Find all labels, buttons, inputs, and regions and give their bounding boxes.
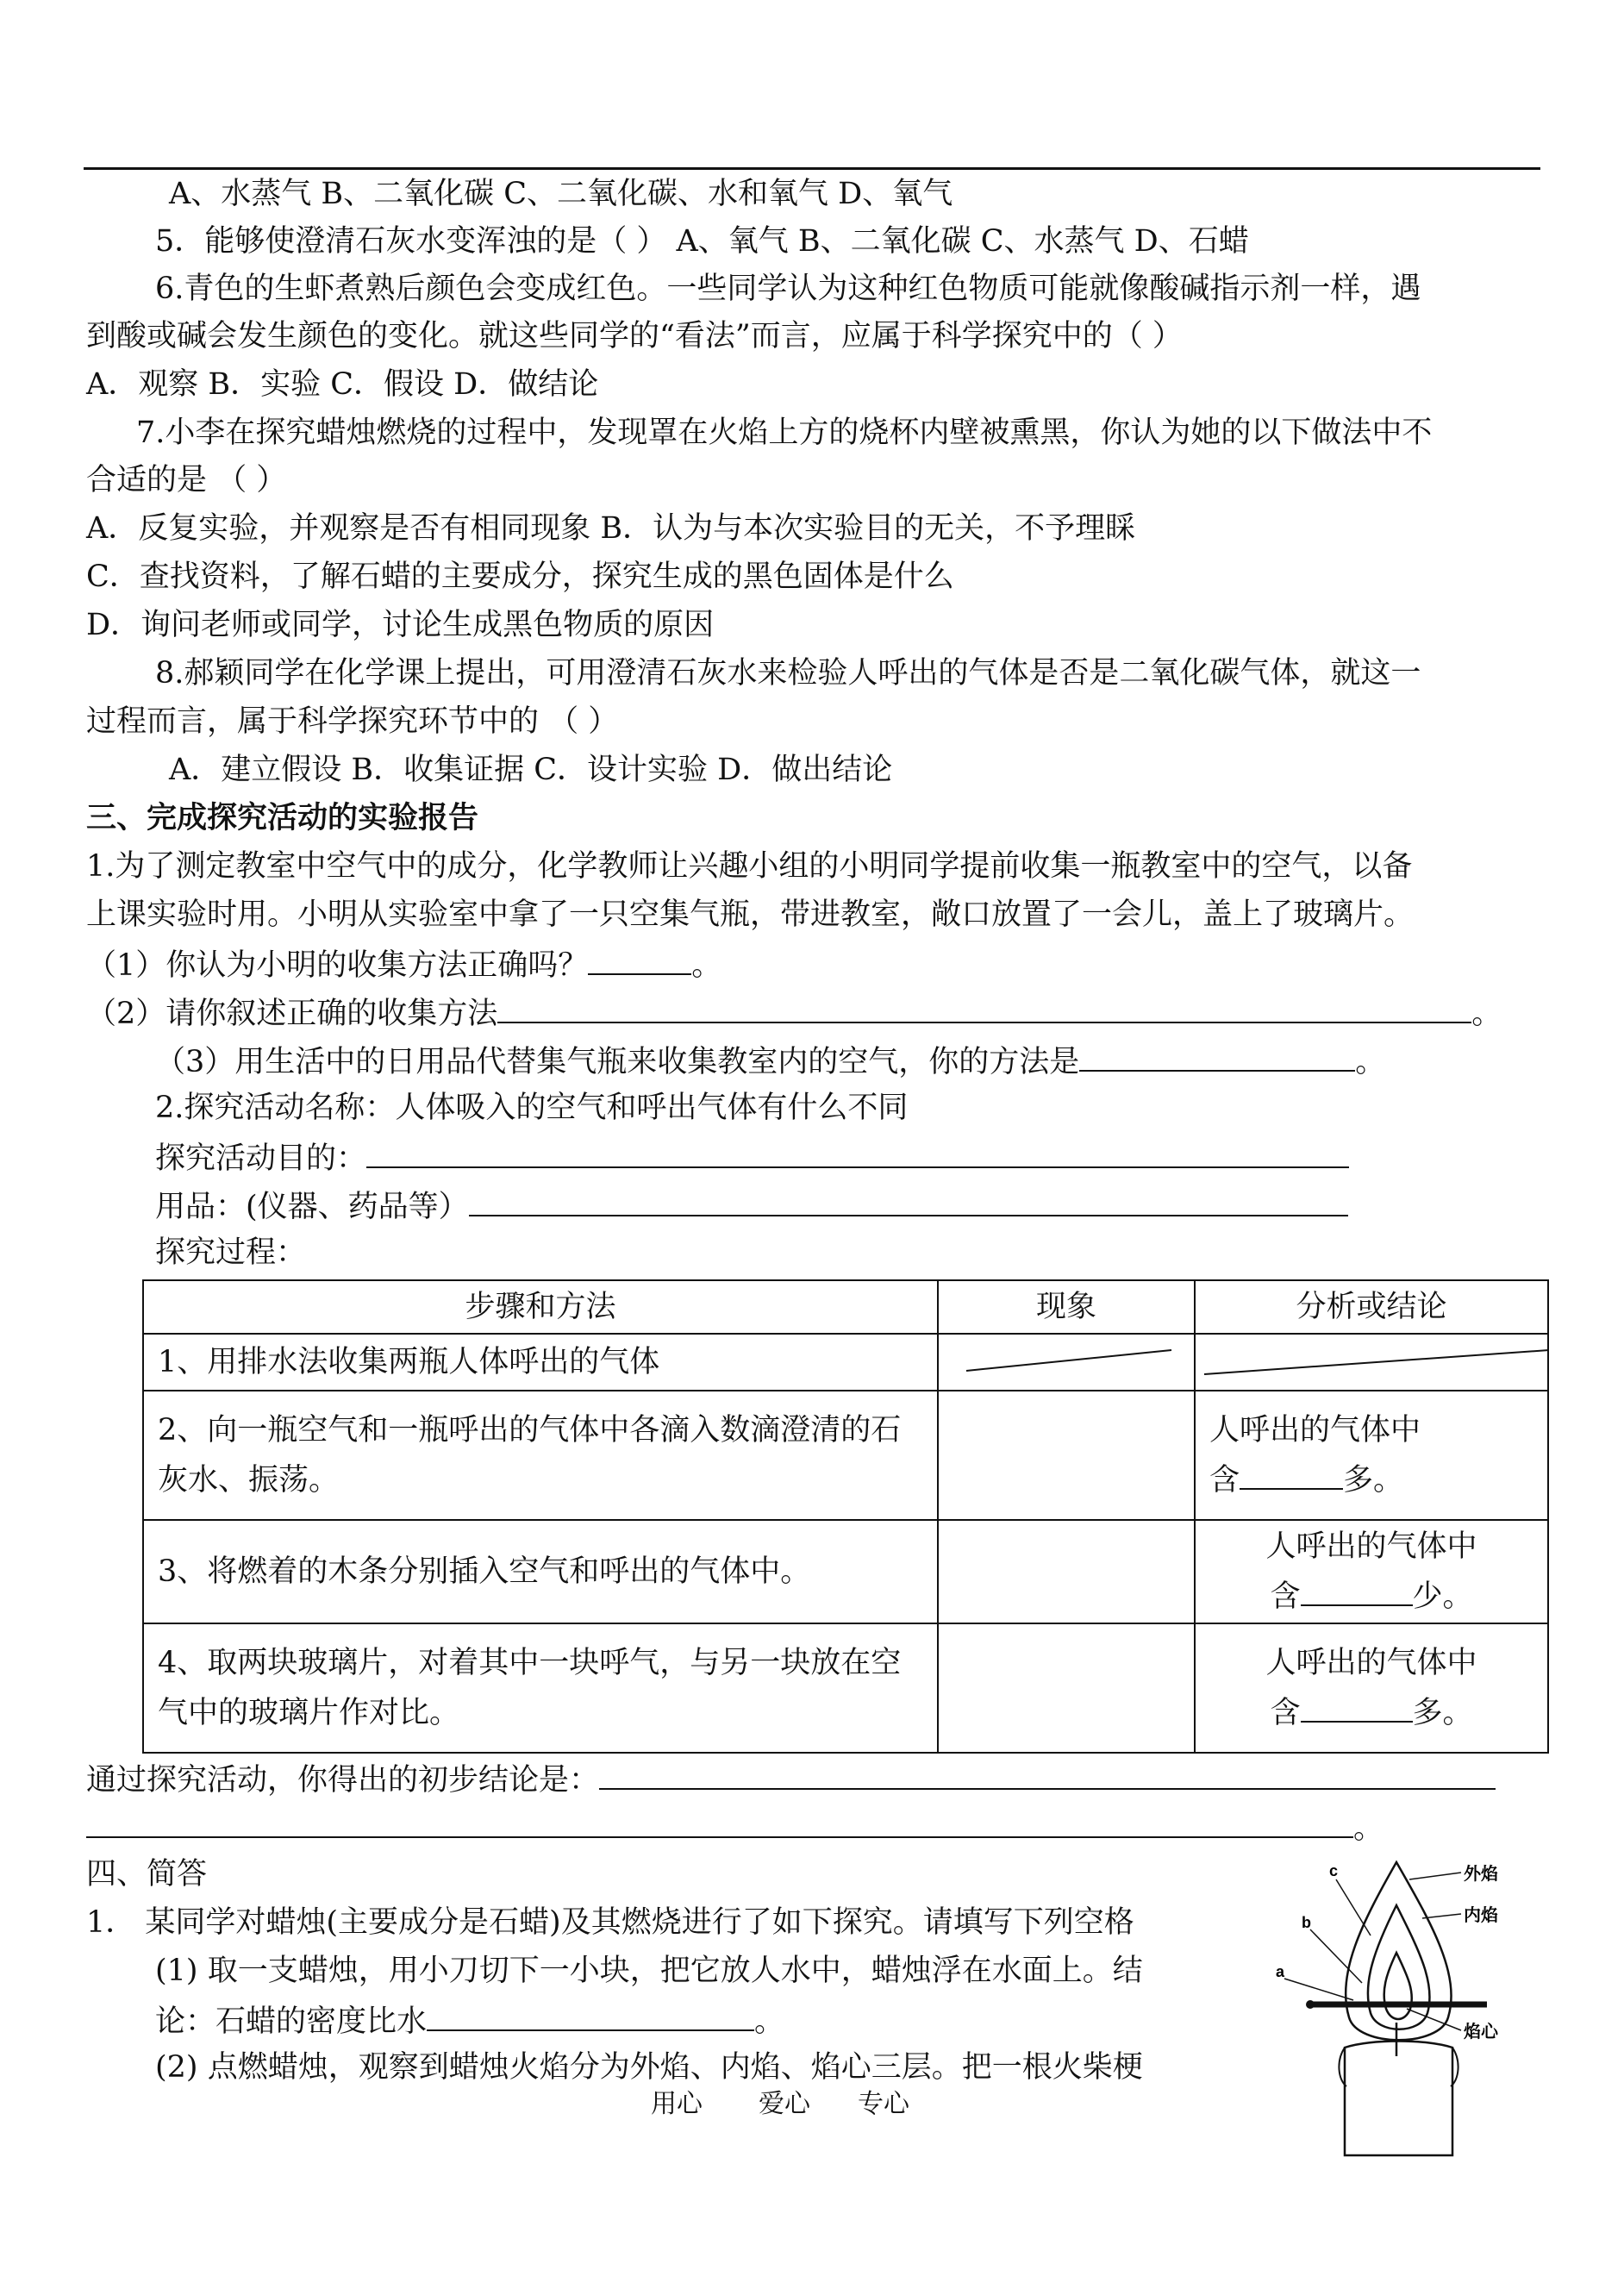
conclusion-blank-2[interactable] bbox=[86, 1807, 1353, 1838]
s3-sub3-blank[interactable] bbox=[1079, 1041, 1355, 1072]
leader-outer bbox=[1409, 1873, 1461, 1879]
conclusion-row bbox=[86, 1759, 1496, 1799]
leader-b bbox=[1310, 1929, 1362, 1983]
conclusion-text: 通过探究活动，你得出的初步结论是： bbox=[86, 1763, 600, 1798]
q7-option-d: D．询问老师或同学，讨论生成黑色物质的原因 bbox=[86, 608, 715, 642]
fill-suffix: 少。 bbox=[1412, 1579, 1473, 1614]
fill-suffix: 多。 bbox=[1412, 1696, 1473, 1730]
process-table bbox=[142, 1279, 1549, 1754]
table-header-row bbox=[143, 1280, 1548, 1334]
s3-p1-line2: 上课实验时用。小明从实验室中拿了一只空集气瓶，带进教室，敞口放置了一会儿，盖上了玻璃片。 bbox=[86, 897, 1415, 932]
step-cell: 4、取两块玻璃片，对着其中一块呼气，与另一块放在空气中的玻璃片作对比。 bbox=[143, 1623, 938, 1753]
density-blank[interactable] bbox=[427, 2000, 754, 2031]
step-cell: 3、将燃着的木条分别插入空气和呼出的气体中。 bbox=[143, 1520, 938, 1623]
footer-word-3: 专心 bbox=[858, 2089, 909, 2119]
q8-line1: 8.郝颖同学在化学课上提出，可用澄清石灰水来检验人呼出的气体是否是二氧化碳气体，就这一 bbox=[155, 656, 1421, 691]
conclusion-blank[interactable] bbox=[599, 1759, 1496, 1790]
s3-supplies-text: 用品：(仪器、药品等） bbox=[155, 1190, 469, 1224]
s3-sub2-period: 。 bbox=[1471, 997, 1502, 1031]
q7-option-c: C．查找资料，了解石蜡的主要成分，探究生成的黑色固体是什么 bbox=[86, 560, 954, 594]
label-flame-core: 焰心 bbox=[1464, 2023, 1498, 2042]
top-rule bbox=[84, 167, 1540, 170]
candle-flame-figure bbox=[1276, 1854, 1526, 2173]
label-inner-flame: 内焰 bbox=[1464, 1906, 1498, 1925]
conclusion-fill-row bbox=[1209, 1572, 1533, 1622]
label-outer-flame: 外焰 bbox=[1464, 1865, 1498, 1884]
q8-options: A．建立假设 B．收集证据 C．设计实验 D．做出结论 bbox=[169, 753, 893, 787]
header-conclusion: 分析或结论 bbox=[1195, 1280, 1548, 1334]
conclusion-cell bbox=[1195, 1520, 1548, 1623]
conclusion-cell-struck bbox=[1195, 1334, 1548, 1391]
q6-line2: 到酸或碱会发生颜色的变化。就这些同学的“看法”而言，应属于科学探究中的（ ） bbox=[86, 319, 1183, 353]
section4-heading: 四、简答 bbox=[86, 1857, 208, 1892]
s3-purpose-text: 探究活动目的： bbox=[155, 1141, 367, 1176]
q8-line2: 过程而言，属于科学探究环节中的 （ ） bbox=[86, 704, 619, 739]
label-b: b bbox=[1302, 1914, 1311, 1931]
conclusion-text: 人呼出的气体中 bbox=[1265, 1529, 1477, 1564]
conclusion-row-2 bbox=[86, 1807, 1384, 1848]
q6-options: A．观察 B．实验 C．假设 D．做结论 bbox=[86, 367, 599, 402]
fill-blank[interactable] bbox=[1301, 1692, 1413, 1723]
step-cell: 1、用排水法收集两瓶人体呼出的气体 bbox=[143, 1334, 938, 1391]
fill-prefix: 含 bbox=[1270, 1579, 1301, 1614]
fill-blank[interactable] bbox=[1301, 1575, 1413, 1606]
s4-q1-1b-period: 。 bbox=[754, 2004, 785, 2039]
fill-suffix: 多。 bbox=[1343, 1463, 1404, 1498]
outer-flame-shape bbox=[1346, 1862, 1451, 2040]
conclusion-text: 人呼出的气体中 bbox=[1265, 1646, 1477, 1680]
s3-sub2-text: （2）请你叙述正确的收集方法 bbox=[86, 997, 498, 1031]
q4-options: A、水蒸气 B、二氧化碳 C、二氧化碳、水和氧气 D、氧气 bbox=[169, 177, 953, 211]
fill-prefix: 含 bbox=[1270, 1696, 1301, 1730]
s3-activity-name: 2.探究活动名称：人体吸入的空气和呼出气体有什么不同 bbox=[155, 1091, 909, 1125]
s3-sub3-text: （3）用生活中的日用品代替集气瓶来收集教室内的空气，你的方法是 bbox=[155, 1045, 1080, 1079]
q5-line: 5．能够使澄清石灰水变浑浊的是（ ） A、氧气 B、二氧化碳 C、水蒸气 D、石蜡 bbox=[155, 224, 1249, 259]
s3-sub1-blank[interactable] bbox=[588, 944, 691, 975]
s4-q1: 1． 某同学对蜡烛(主要成分是石蜡)及其燃烧进行了如下探究。请填写下列空格 bbox=[86, 1905, 1134, 1940]
phenomenon-cell[interactable] bbox=[938, 1391, 1195, 1520]
phenomenon-cell[interactable] bbox=[938, 1623, 1195, 1753]
conclusion-period: 。 bbox=[1353, 1811, 1384, 1846]
section3-heading: 三、完成探究活动的实验报告 bbox=[86, 800, 479, 835]
header-steps: 步骤和方法 bbox=[143, 1280, 938, 1334]
q7-option-ab: A．反复实验，并观察是否有相同现象 B．认为与本次实验目的无关，不予理睬 bbox=[86, 511, 1136, 546]
table-row bbox=[143, 1334, 1548, 1391]
s4-q1-1b-row bbox=[155, 2000, 784, 2041]
leader-inner bbox=[1422, 1914, 1461, 1918]
header-phenomenon: 现象 bbox=[938, 1280, 1195, 1334]
s3-supplies-blank[interactable] bbox=[469, 1185, 1348, 1216]
table-row bbox=[143, 1391, 1548, 1520]
phenomenon-cell-struck bbox=[938, 1334, 1195, 1391]
s3-purpose-blank[interactable] bbox=[366, 1137, 1349, 1168]
s3-sub2-blank[interactable] bbox=[497, 992, 1471, 1023]
s3-sub3-row bbox=[155, 1041, 1385, 1081]
table-row bbox=[143, 1520, 1548, 1623]
conclusion-cell bbox=[1195, 1391, 1548, 1520]
candle-body bbox=[1345, 2042, 1452, 2156]
s3-purpose-row bbox=[155, 1137, 1349, 1178]
conclusion-fill-row bbox=[1209, 1455, 1533, 1505]
s4-q1-2: (2) 点燃蜡烛，观察到蜡烛火焰分为外焰、内焰、焰心三层。把一根火柴梗 bbox=[155, 2050, 1143, 2085]
table-row bbox=[143, 1623, 1548, 1753]
conclusion-fill-row bbox=[1209, 1688, 1533, 1738]
s4-q1-1b-text: 论：石蜡的密度比水 bbox=[155, 2004, 428, 2039]
s3-sub1-row bbox=[86, 944, 721, 985]
leader-a bbox=[1284, 1979, 1353, 2000]
q6-line1: 6.青色的生虾煮熟后颜色会变成红色。一些同学认为这种红色物质可能就像酸碱指示剂一样，遇 bbox=[155, 272, 1421, 306]
label-a: a bbox=[1276, 1963, 1285, 1980]
step-cell: 2、向一瓶空气和一瓶呼出的气体中各滴入数滴澄清的石灰水、振荡。 bbox=[143, 1391, 938, 1520]
match-head bbox=[1306, 2000, 1315, 2009]
s4-q1-1a: (1) 取一支蜡烛，用小刀切下一小块，把它放人水中，蜡烛浮在水面上。结 bbox=[155, 1954, 1143, 1988]
s3-process-label: 探究过程： bbox=[155, 1235, 307, 1270]
strike-line bbox=[1196, 1335, 1549, 1390]
phenomenon-cell[interactable] bbox=[938, 1520, 1195, 1623]
s3-sub2-row bbox=[86, 992, 1502, 1033]
s3-sub3-period: 。 bbox=[1355, 1045, 1386, 1079]
inner-flame-shape bbox=[1368, 1905, 1430, 2029]
leader-c bbox=[1336, 1879, 1371, 1935]
s3-p1-line1: 1.为了测定教室中空气中的成分，化学教师让兴趣小组的小明同学提前收集一瓶教室中的空气，以备 bbox=[86, 849, 1413, 884]
s3-sub1-text: （1）你认为小明的收集方法正确吗？ bbox=[86, 948, 589, 983]
conclusion-cell bbox=[1195, 1623, 1548, 1753]
fill-prefix: 含 bbox=[1209, 1463, 1240, 1498]
s3-supplies-row bbox=[155, 1185, 1348, 1226]
q7-line1: 7.小李在探究蜡烛燃烧的过程中，发现罩在火焰上方的烧杯内壁被熏黑，你认为她的以下做法中不 bbox=[136, 416, 1433, 450]
conclusion-text: 人呼出的气体中 bbox=[1209, 1413, 1421, 1448]
wax-drips bbox=[1339, 2048, 1458, 2086]
s3-sub1-period: 。 bbox=[691, 948, 722, 983]
q7-line2: 合适的是 （ ） bbox=[86, 463, 287, 497]
footer-word-1: 用心 bbox=[651, 2089, 703, 2119]
footer-word-2: 爱心 bbox=[759, 2089, 810, 2119]
fill-blank[interactable] bbox=[1240, 1459, 1343, 1490]
strike-line bbox=[939, 1335, 1196, 1390]
label-c: c bbox=[1329, 1862, 1339, 1879]
